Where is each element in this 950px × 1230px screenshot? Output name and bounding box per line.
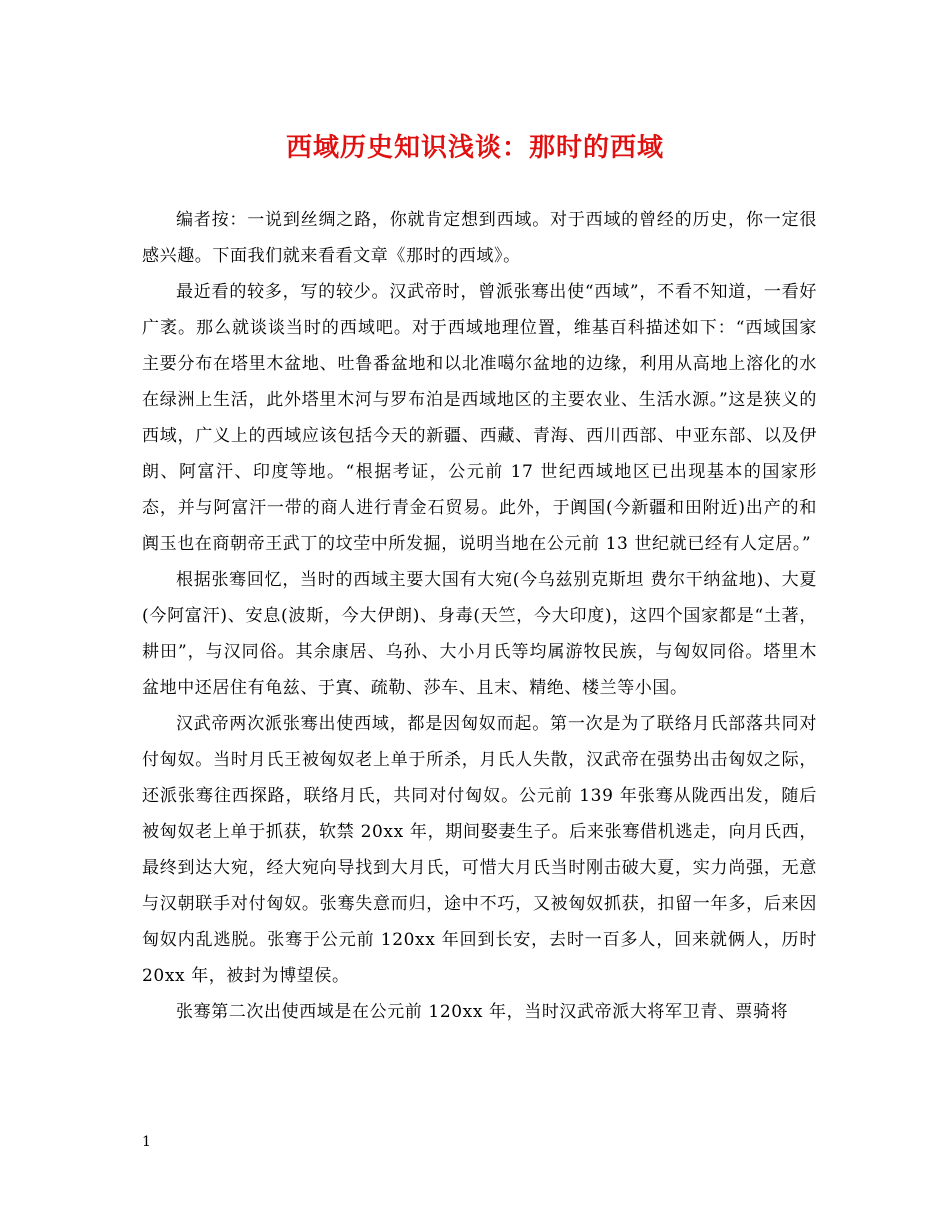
page-number: 1 [142,1134,151,1150]
paragraph-editor-note: 编者按：一说到丝绸之路，你就肯定想到西域。对于西域的曾经的历史，你一定很感兴趣。下面我们就来看看文章《那时的西域》。 [142,210,817,266]
document-title: 西域历史知识浅谈：那时的西域 [285,133,664,163]
paragraph-second-mission: 张骞第二次出使西域是在公元前 120xx 年，当时汉武帝派大将军卫青、票骑将 [176,1002,789,1022]
paragraph-western-regions-geography: 最近看的较多，写的较少。汉武帝时，曾派张骞出使“西域”，不看不知道，一看好广袤。那么就谈谈当时的西域吧。对于西域地理位置，维基百科描述如下：“西域国家主要分布在塔里木盆地、吐鲁番盆地和以北准噶尔盆地的边缘，利用从高地上溶化的水在绿洲上生活，此外塔里木河与罗布泊是西域地区的主要农业、生活水源。”这是狭义的西域，广义上的西域应该包括今天的新疆、西藏、青海、西川西部、中亚东部、以及伊朗、阿富汗、印度等地。“根据考证，公元前 17 世纪西域地区已出现基本的国家形态，并与阿富汗一带的商人进行青金石贸易。此外，于阗国(今新疆和田附近)出产的和阗玉也在商朝帝王武丁的坟茔中所发掘，说明当地在公元前 13 世纪就已经有人定居。” [142,282,817,554]
paragraph-first-mission: 汉武帝两次派张骞出使西域，都是因匈奴而起。第一次是为了联络月氏部落共同对付匈奴。当时月氏王被匈奴老上单于所杀，月氏人失散，汉武帝在强势出击匈奴之际，还派张骞往西探路，联络月氏，共同对付匈奴。公元前 139 年张骞从陇西出发，随后被匈奴老上单于抓获，软禁 20xx 年，期间娶妻生子。后来张骞借机逃走，向月氏西，最终到达大宛，经大宛向导找到大月氏，可惜大月氏当时刚击破大夏，实力尚强，无意与汉朝联手对付匈奴。张骞失意而归，途中不巧，又被匈奴抓获，扣留一年多，后来因匈奴内乱逃脱。张骞于公元前 120xx 年回到长安，去时一百多人，回来就俩人，历时 20xx 年，被封为博望侯。 [142,714,817,986]
paragraph-western-regions-states: 根据张骞回忆，当时的西域主要大国有大宛(今乌兹别克斯坦 费尔干纳盆地)、大夏(今阿富汗)、安息(波斯，今大伊朗)、身毒(天竺，今大印度)，这四个国家都是“土著，耕田”，与汉同俗。其余康居、乌孙、大小月氏等均属游牧民族，与匈奴同俗。塔里木盆地中还居住有龟兹、于寘、疏勒、莎车、且末、精绝、楼兰等小国。 [142,570,817,698]
document-body [142,202,817,1030]
